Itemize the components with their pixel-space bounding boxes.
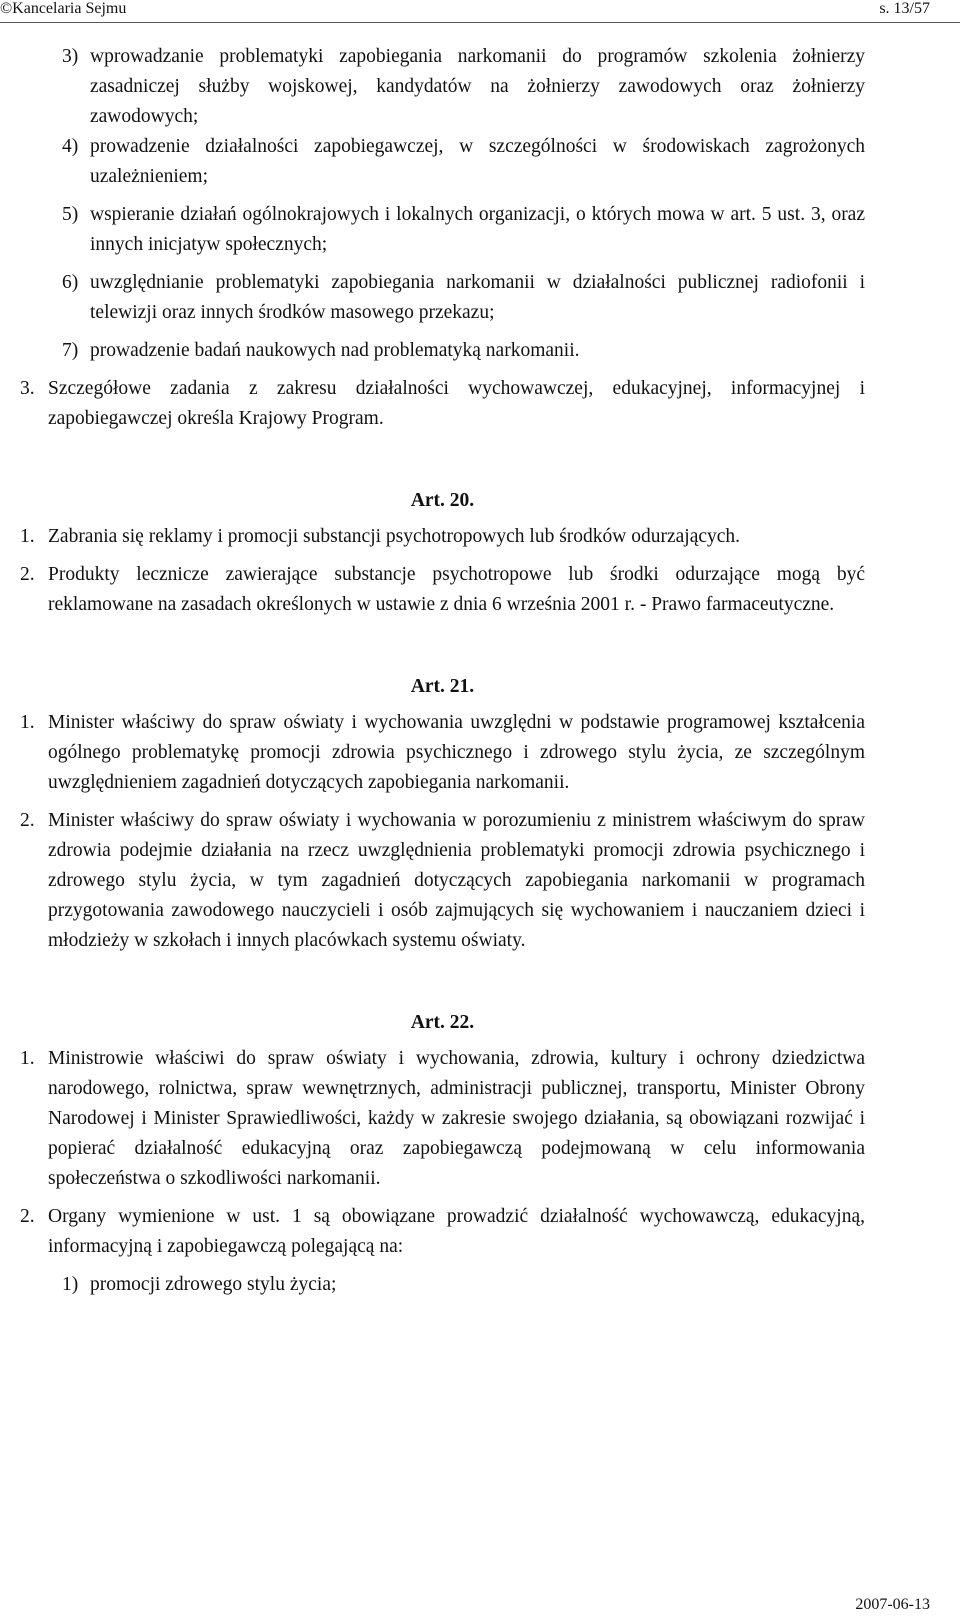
list-item-text: prowadzenie działalności zapobiegawczej, w szczególności w środowiskach zagrożonych uzależnieniem; [90,136,865,187]
list-item [62,132,865,192]
list-item-text: promocji zdrowego stylu życia; [90,1274,337,1295]
page-header [0,0,960,23]
paragraph-text: Ministrowie właściwi do spraw oświaty i wychowania, zdrowia, kultury i ochrony dziedzictwa narodowego, rolnictwa, spraw wewnętrznych, administracji publicznej, transportu, Minister Obrony Narodowej i Minister Sprawiedliwości, każdy w zakresie swojego działania, są obowiązani rozwijać i popierać działalność edukacyjną oraz zapobiegawczą podejmowaną w celu informowania społeczeństwa o szkodliwości narkomanii. [48,1048,865,1189]
paragraph-text: Minister właściwy do spraw oświaty i wychowania w porozumieniu z ministrem właściwym do spraw zdrowia podejmie działania na rzecz uwzględnienia problematyki promocji zdrowia psychicznego i zdrowego stylu życia, w tym zagadnień dotyczących zapobiegania narkomanii w programach przygotowania zawodowego nauczycieli i osób zajmujących się wychowaniem i nauczaniem dzieci i młodzieży w szkołach i innych placówkach systemu oświaty. [48,810,865,951]
list-item-text: wspieranie działań ogólnokrajowych i lokalnych organizacji, o których mowa w art. 5 ust. 3, oraz innych inicjatyw społecznych; [90,204,865,255]
header-page-number: s. 13/57 [879,0,930,17]
list-item-text: wprowadzanie problematyki zapobiegania narkomanii do programów szkolenia żołnierzy zasadniczej służby wojskowej, kandydatów na żołnierzy zawodowych oraz żołnierzy zawodowych; [90,46,865,127]
list-item-number: 7) [62,340,79,361]
paragraph-text: Organy wymienione w ust. 1 są obowiązane prowadzić działalność wychowawczą, edukacyjną, informacyjną i zapobiegawczą polegającą na: [48,1206,865,1257]
paragraph [20,1044,865,1194]
list-item [62,42,865,132]
list-item [62,1270,865,1300]
paragraph-number: 1. [20,712,35,733]
list-item [62,200,865,260]
list-item [62,268,865,328]
list-item-number: 3) [62,46,79,67]
paragraph-number: 3. [20,378,35,399]
paragraph-text: Minister właściwy do spraw oświaty i wychowania uwzględni w podstawie programowej kształcenia ogólnego problematykę promocji zdrowia psychicznego i zdrowego stylu życia, ze szczególnym uwzględnieniem zagadnień dotyczących zapobiegania narkomanii. [48,712,865,793]
list-item-text: prowadzenie badań naukowych nad problematyką narkomanii. [90,340,580,361]
paragraph-number: 1. [20,526,35,547]
paragraph-number: 2. [20,810,35,831]
paragraph [20,1202,865,1262]
header-publisher: ©Kancelaria Sejmu [0,0,127,17]
article-heading: Art. 20. [410,490,475,511]
paragraph [20,560,865,620]
document-body [20,42,865,1300]
article-heading: Art. 22. [410,1012,475,1033]
paragraph-text: Zabrania się reklamy i promocji substancji psychotropowych lub środków odurzających. [48,526,741,547]
list-item [62,336,865,366]
article-heading: Art. 21. [410,676,475,697]
list-item-number: 6) [62,272,79,293]
paragraph-text: Produkty lecznicze zawierające substancje psychotropowe lub środki odurzające mogą być reklamowane na zasadach określonych w ustawie z dnia 6 września 2001 r. - Prawo farmaceutyczne. [48,564,865,615]
paragraph-number: 2. [20,1206,35,1227]
list-item-number: 4) [62,136,79,157]
list-item-text: uwzględnianie problematyki zapobiegania narkomanii w działalności publicznej radiofonii i telewizji oraz innych środków masowego przekazu; [90,272,865,323]
paragraph-text: Szczegółowe zadania z zakresu działalności wychowawczej, edukacyjnej, informacyjnej i zapobiegawczej określa Krajowy Program. [48,378,865,429]
list-item-number: 5) [62,204,79,225]
paragraph-number: 2. [20,564,35,585]
list-item-number: 1) [62,1274,79,1295]
paragraph [20,374,865,434]
paragraph [20,708,865,798]
paragraph [20,806,865,956]
paragraph [20,522,865,552]
page-footer-date: 2007-06-13 [855,1596,930,1613]
paragraph-number: 1. [20,1048,35,1069]
